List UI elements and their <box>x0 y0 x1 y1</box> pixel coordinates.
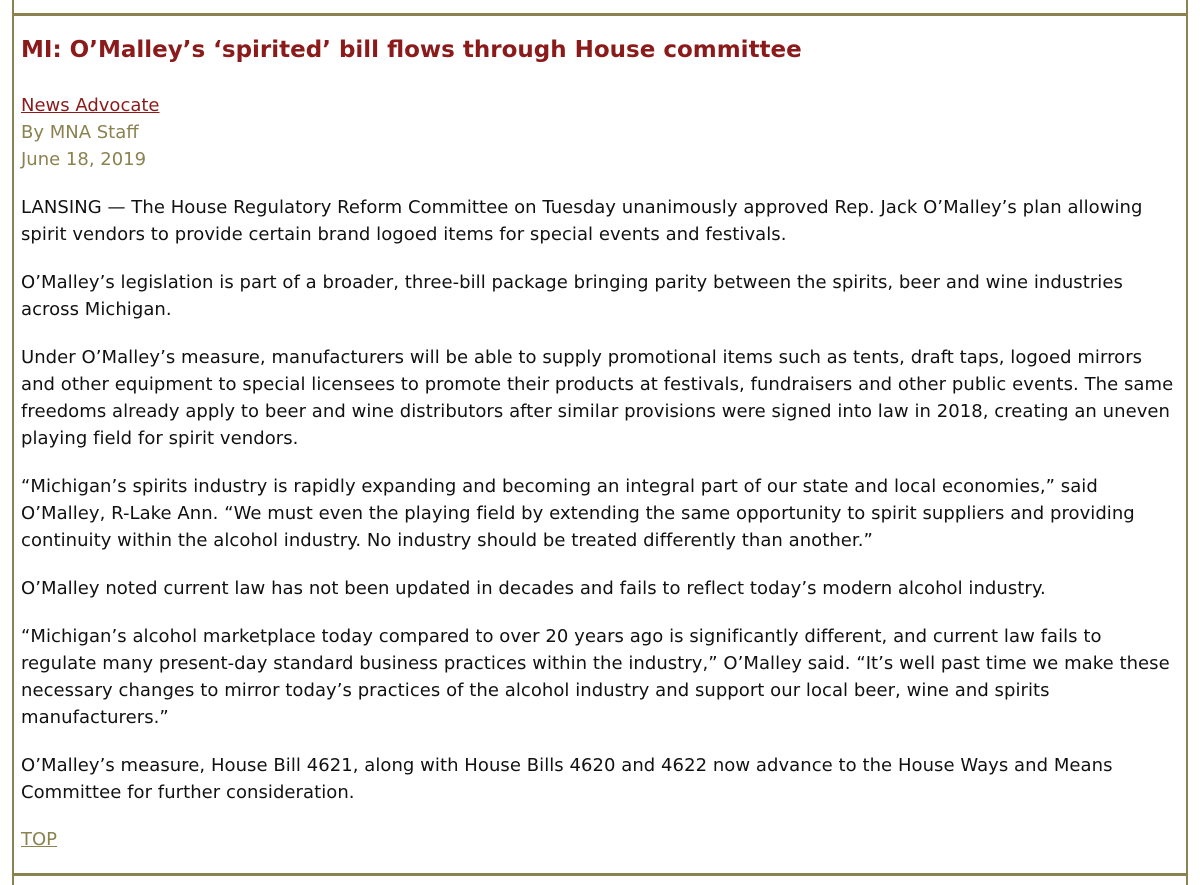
source-link[interactable]: News Advocate <box>21 95 160 116</box>
article-paragraph-3: Under O’Malley’s measure, manufacturers will be able to supply promotional items such as tents, draft taps, logoed mirrors and other equipment to special licensees to promote their products at festivals, fundraisers and other public events. The same freedoms already apply to beer and wine distributors after similar provisions were signed into law in 2018, creating an uneven playing field for spirit vendors. <box>21 347 1174 449</box>
back-to-top-link[interactable]: TOP <box>21 829 58 850</box>
right-border-rule <box>1186 0 1188 885</box>
article-byline: By MNA Staff <box>21 122 139 143</box>
article-paragraph-2: O’Malley’s legislation is part of a broader, three-bill package bringing parity between the spirits, beer and wine industries across Michigan. <box>21 272 1123 320</box>
bottom-border-rule <box>12 873 1188 876</box>
article-paragraph-5: O’Malley noted current law has not been updated in decades and fails to reflect today’s modern alcohol industry. <box>21 578 1046 599</box>
article-paragraph-7: O’Malley’s measure, House Bill 4621, along with House Bills 4620 and 4622 now advance to the House Ways and Means Committee for further consideration. <box>21 755 1113 803</box>
article-paragraph-1: LANSING — The House Regulatory Reform Committee on Tuesday unanimously approved Rep. Jack O’Malley’s plan allowing spirit vendors to provide certain brand logoed items for special events and festivals. <box>21 197 1143 245</box>
top-border-rule <box>12 13 1188 16</box>
article-paragraph-6: “Michigan’s alcohol marketplace today compared to over 20 years ago is significantly different, and current law fails to regulate many present-day standard business practices within the industry,” O’Malley said. “It’s well past time we make these necessary changes to mirror today’s practices of the alcohol industry and support our local beer, wine and spirits manufacturers.” <box>21 626 1170 728</box>
left-border-rule <box>12 0 14 885</box>
article-headline: MI: O’Malley’s ‘spirited’ bill flows through House committee <box>21 37 802 63</box>
article-paragraph-4: “Michigan’s spirits industry is rapidly expanding and becoming an integral part of our state and local economies,” said O’Malley, R-Lake Ann. “We must even the playing field by extending the same opportunity to spirit suppliers and providing continuity within the alcohol industry. No industry should be treated differently than another.” <box>21 476 1135 551</box>
article <box>21 34 1181 853</box>
article-date: June 18, 2019 <box>21 149 147 170</box>
article-meta <box>21 92 1181 173</box>
